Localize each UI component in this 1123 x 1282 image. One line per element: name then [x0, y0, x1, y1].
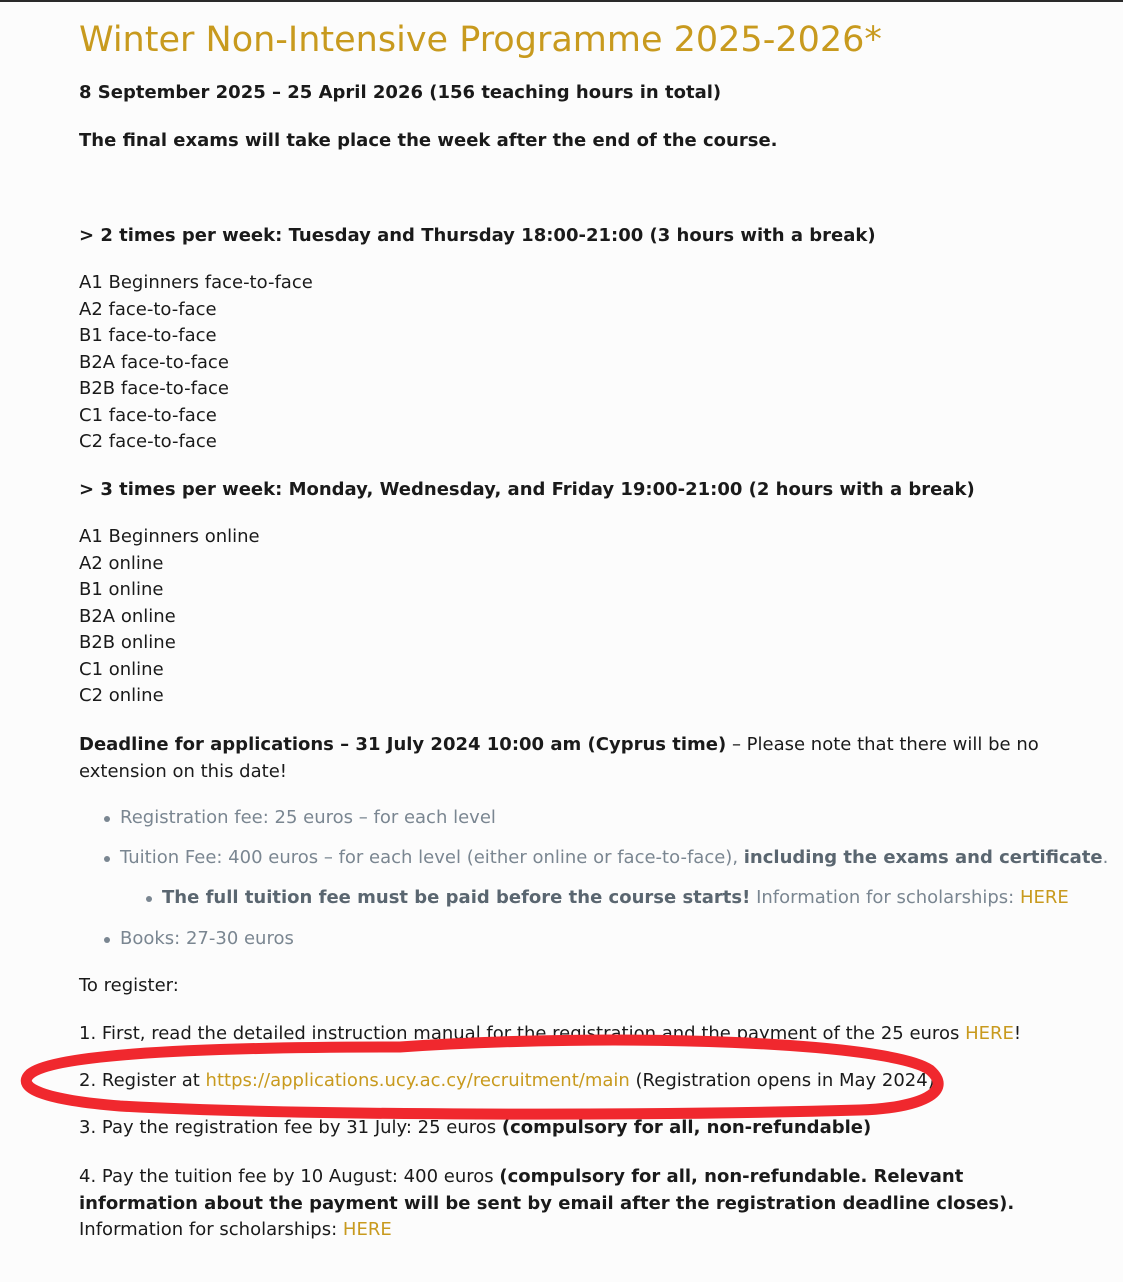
registration-fee-item: Registration fee: 25 euros – for each level: [120, 807, 496, 828]
books-item: Books: 27-30 euros: [120, 928, 294, 949]
step-3-text: 3. Pay the registration fee by 31 July: 25 euros: [79, 1117, 502, 1138]
register-intro: To register:: [79, 975, 179, 996]
deadline-note: – Please note that there will be no extension on this date!: [79, 734, 1039, 782]
step-2: [79, 1070, 935, 1091]
list-item: A2 face-to-face: [79, 298, 217, 320]
step-2-end: (Registration opens in May 2024): [629, 1070, 935, 1091]
page-title: Winter Non-Intensive Programme 2025-2026*: [79, 20, 882, 60]
online-levels-list: [79, 524, 260, 710]
list-item: C2 online: [79, 685, 164, 706]
exams-note: The final exams will take place the week after the end of the course.: [79, 130, 778, 151]
list-item: B2B online: [79, 632, 176, 653]
step-4-text: 4. Pay the tuition fee by 10 August: 400 euros: [79, 1166, 500, 1187]
step-4-info: Information for scholarships:: [79, 1219, 343, 1240]
scholarship-text: Information for scholarships:: [750, 887, 1020, 908]
step-2-text: 2. Register at: [79, 1070, 206, 1091]
tuition-fee-item: [120, 847, 1108, 868]
list-item: B2A face-to-face: [79, 351, 229, 373]
manual-link[interactable]: HERE: [965, 1023, 1014, 1044]
step-1-end: !: [1013, 1023, 1022, 1044]
f2f-levels-list: [79, 270, 313, 456]
schedule-online-heading: > 3 times per week: Monday, Wednesday, and Friday 19:00-21:00 (2 hours with a break): [79, 479, 975, 500]
step-3-bold: (compulsory for all, non-refundable): [501, 1117, 872, 1138]
scholarship-link[interactable]: HERE: [1019, 887, 1069, 908]
registration-url-link[interactable]: https://applications.ucy.ac.cy/recruitment/main: [205, 1070, 630, 1091]
scholarship-link-2[interactable]: HERE: [342, 1219, 392, 1240]
list-item: C1 online: [79, 658, 164, 680]
deadline-bold: Deadline for applications – 31 July 2024 10:00 am (Cyprus time): [79, 734, 727, 755]
list-item: A1 Beginners online: [79, 526, 260, 547]
tuition-fee-text: Tuition Fee: 400 euros – for each level (either online or face-to-face),: [120, 847, 744, 868]
schedule-f2f-heading: > 2 times per week: Tuesday and Thursday 18:00-21:00 (3 hours with a break): [79, 225, 876, 246]
list-item: B2A online: [79, 605, 176, 627]
step-3: [79, 1117, 871, 1138]
tuition-fee-suffix: .: [1102, 847, 1109, 868]
list-item: C1 face-to-face: [79, 404, 217, 426]
step-1: [79, 1023, 1021, 1044]
course-dates: 8 September 2025 – 25 April 2026 (156 teaching hours in total): [79, 82, 722, 103]
full-fee-item: [162, 887, 1069, 908]
step-4: [79, 1164, 1059, 1244]
tuition-fee-bold: including the exams and certificate: [743, 847, 1103, 868]
step-1-text: 1. First, read the detailed instruction manual for the registration and the payment of the 25 euros: [79, 1023, 966, 1044]
deadline-paragraph: [79, 731, 1059, 785]
step-4-bold: (compulsory for all, non-refundable. Relevant information about the payment will be sent by email after the registration deadline closes).: [79, 1166, 1015, 1214]
list-item: A2 online: [79, 552, 164, 574]
list-item: B2B face-to-face: [79, 378, 229, 399]
full-fee-bold: The full tuition fee must be paid before the course starts!: [162, 887, 751, 908]
list-item: C2 face-to-face: [79, 431, 217, 452]
list-item: A1 Beginners face-to-face: [79, 272, 313, 293]
list-item: B1 face-to-face: [79, 325, 217, 346]
list-item: B1 online: [79, 579, 164, 600]
